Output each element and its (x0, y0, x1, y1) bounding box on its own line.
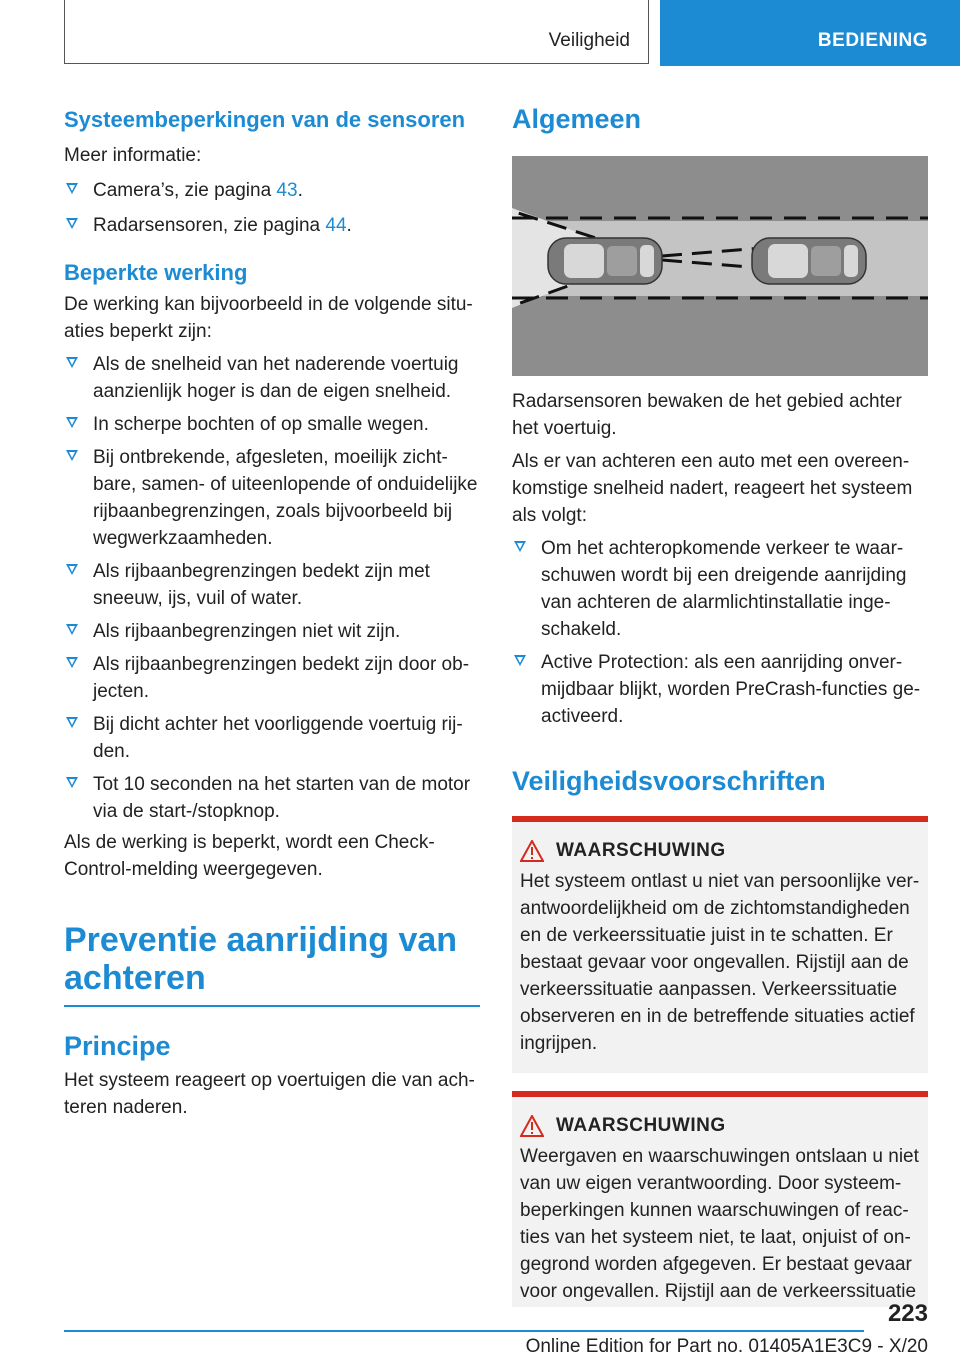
bullet-triangle-icon (66, 218, 78, 229)
main-section-title: Preventie aanrijding van achteren (64, 921, 458, 997)
edition-text: Online Edition for Part no. 01405A1E3C9 - X/20 (525, 1336, 928, 1357)
limited-list (64, 351, 480, 825)
warning-text: Weergaven en waarschuwingen ontslaan u niet van uw eigen verantwoording. Door systeembeperkingen kunnen waarschuwingen of reacties van het systeem niet, te laat, onjuist of ongegrond worden afgegeven. Er bestaat gevaar voor ongevallen. Rijstijl aan de verkeerssituatie (520, 1146, 919, 1302)
list-item: Camera’s, zie pagina 43. (64, 177, 480, 204)
footer-rule (64, 1330, 864, 1332)
road-illustration-svg (512, 156, 928, 376)
general-heading: Algemeen (512, 104, 642, 134)
left-column (64, 100, 480, 1121)
warning-label: WAARSCHUWING (556, 1115, 726, 1136)
list-item: Als rijbaanbegrenzingen niet wit zijn. (64, 618, 480, 645)
bullet-triangle-icon (66, 417, 78, 428)
list-item: Als rijbaanbegrenzingen bedekt zijn door objecten. (64, 651, 480, 705)
list-item: Bij ontbrekende, afgesleten, moeilijk zichtbare, samen- of uiteenlopende of onduidelijke rijbaanbegrenzingen, zoals bijvoorbeeld bij wegwerkzaamheden. (64, 444, 480, 552)
rear-car-icon (548, 238, 662, 284)
header-tab-label: BEDIENING (817, 30, 928, 51)
general-p2: Als er van achteren een auto met een overeenkomstige snelheid nadert, reageert het systeem als volgt: (512, 451, 913, 526)
title-rule (64, 1005, 480, 1007)
page-header (0, 0, 960, 66)
warning-title (520, 1115, 920, 1137)
bullet-triangle-icon (66, 777, 78, 788)
general-list (512, 535, 928, 730)
bullet-triangle-icon (66, 183, 78, 194)
safety-heading: Veiligheidsvoorschriften (512, 766, 826, 796)
sensor-limits-heading: Systeembeperkingen van de sensoren (64, 107, 466, 132)
info-list (64, 177, 480, 239)
limited-note-text: Als de werking is beperkt, wordt een Check-Control-melding weergegeven. (64, 832, 435, 880)
bullet-triangle-icon (66, 564, 78, 575)
principle-text: Het systeem reageert op voertuigen die van achteren naderen. (64, 1069, 475, 1118)
warning-label: WAARSCHUWING (556, 840, 726, 861)
warning-title (520, 840, 920, 862)
bullet-triangle-icon (66, 450, 78, 461)
list-item: Active Protection: als een aanrijding onvermijdbaar blijkt, worden PreCrash-functies geactiveerd. (512, 649, 928, 730)
page-link-43[interactable]: 43 (276, 180, 298, 201)
rear-collision-illustration (512, 156, 928, 376)
bullet-triangle-icon (514, 541, 526, 552)
warning-box (512, 1091, 928, 1307)
bullet-triangle-icon (66, 657, 78, 668)
list-item: Om het achteropkomende verkeer te waarschuwen wordt bij een dreigende aanrijding van achteren de alarmlichtinstallatie ingeschakeld. (512, 535, 928, 643)
list-item: In scherpe bochten of op smalle wegen. (64, 411, 480, 438)
list-item: Radarsensoren, zie pagina 44. (64, 212, 480, 239)
list-item: Als rijbaanbegrenzingen bedekt zijn met sneeuw, ijs, vuil of water. (64, 558, 480, 612)
list-item: Als de snelheid van het naderende voertuig aanzienlijk hoger is dan de eigen snelheid. (64, 351, 480, 405)
page-number: 223 (887, 1300, 928, 1327)
right-column (512, 100, 928, 1307)
header-section-label: Veiligheid (548, 30, 630, 51)
warning-box (512, 816, 928, 1073)
front-car-icon (752, 238, 866, 284)
bullet-triangle-icon (66, 717, 78, 728)
limited-operation-heading: Beperkte werking (64, 260, 248, 285)
list-item: Bij dicht achter het voorliggende voertuig rijden. (64, 711, 480, 765)
list-item: Tot 10 seconden na het starten van de motor via de start-/stopknop. (64, 771, 480, 825)
limited-intro-text: De werking kan bijvoorbeeld in de volgende situaties beperkt zijn: (64, 294, 473, 342)
general-p1: Radarsensoren bewaken de het gebied achter het voertuig. (512, 391, 902, 439)
more-info-text: Meer informatie: (64, 145, 202, 166)
bullet-triangle-icon (66, 624, 78, 635)
warning-text: Het systeem ontlast u niet van persoonlijke verantwoordelijkheid om de zichtomstandigheden en de verkeerssituatie juist in te schatten. Er bestaat gevaar voor ongevallen. Rijstijl aan de verkeerssituatie aanpassen. Verkeerssituatie observeren en in de betreffende situaties actief ingrijpen. (520, 871, 920, 1054)
bullet-triangle-icon (514, 655, 526, 666)
page-link-44[interactable]: 44 (325, 215, 347, 236)
principle-heading: Principe (64, 1030, 171, 1061)
warning-triangle-icon (520, 840, 544, 862)
header-tab[interactable] (660, 0, 960, 66)
bullet-triangle-icon (66, 357, 78, 368)
warning-triangle-icon (520, 1115, 544, 1137)
